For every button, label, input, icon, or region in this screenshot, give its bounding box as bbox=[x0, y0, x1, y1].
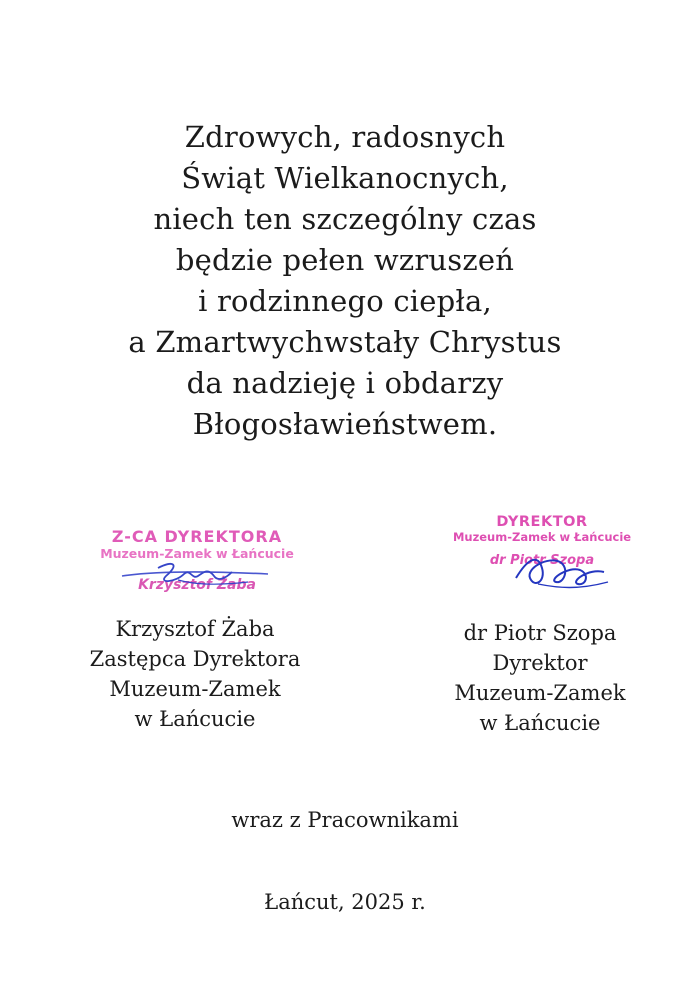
greeting-line: i rodzinnego ciepła, bbox=[198, 284, 492, 318]
stamp-title: DYREKTOR bbox=[496, 514, 588, 530]
signatory-name: Krzysztof Żaba bbox=[115, 617, 275, 641]
greeting-line: Zdrowych, radosnych bbox=[184, 120, 506, 154]
place-and-date: Łańcut, 2025 r. bbox=[264, 890, 426, 914]
greeting-line: niech ten szczególny czas bbox=[153, 202, 537, 236]
staff-line: wraz z Pracownikami bbox=[231, 808, 459, 832]
deputy-director-signature bbox=[118, 550, 278, 600]
greeting-line: Błogosławieństwem. bbox=[192, 407, 498, 441]
signatory-location: w Łańcucie bbox=[479, 711, 601, 735]
greeting-line: da nadzieję i obdarzy bbox=[186, 366, 504, 400]
greeting-line: a Zmartwychwstały Chrystus bbox=[128, 325, 562, 359]
stamp-institution: Muzeum-Zamek w Łańcucie bbox=[452, 530, 632, 544]
stamp-title: Z-CA DYREKTORA bbox=[111, 527, 283, 546]
deputy-director-signature-block bbox=[55, 614, 335, 734]
greeting-line: Świąt Wielkanocnych, bbox=[181, 161, 509, 195]
stamp-name: Krzysztof Żaba bbox=[138, 577, 256, 593]
director-signature-block bbox=[400, 618, 680, 738]
director-signature bbox=[508, 548, 618, 598]
greeting-line: będzie pełen wzruszeń bbox=[175, 243, 515, 277]
greeting-text bbox=[0, 117, 690, 445]
signatory-role: Zastępca Dyrektora bbox=[89, 647, 301, 671]
signatory-location: w Łańcucie bbox=[134, 707, 256, 731]
signatory-name: dr Piotr Szopa bbox=[463, 621, 617, 645]
signatory-institution: Muzeum-Zamek bbox=[454, 681, 626, 705]
signatory-institution: Muzeum-Zamek bbox=[109, 677, 281, 701]
signatory-role: Dyrektor bbox=[492, 651, 588, 675]
stamp-institution: Muzeum-Zamek w Łańcucie bbox=[100, 546, 294, 561]
stamp-name: dr Piotr Szopa bbox=[489, 553, 595, 568]
